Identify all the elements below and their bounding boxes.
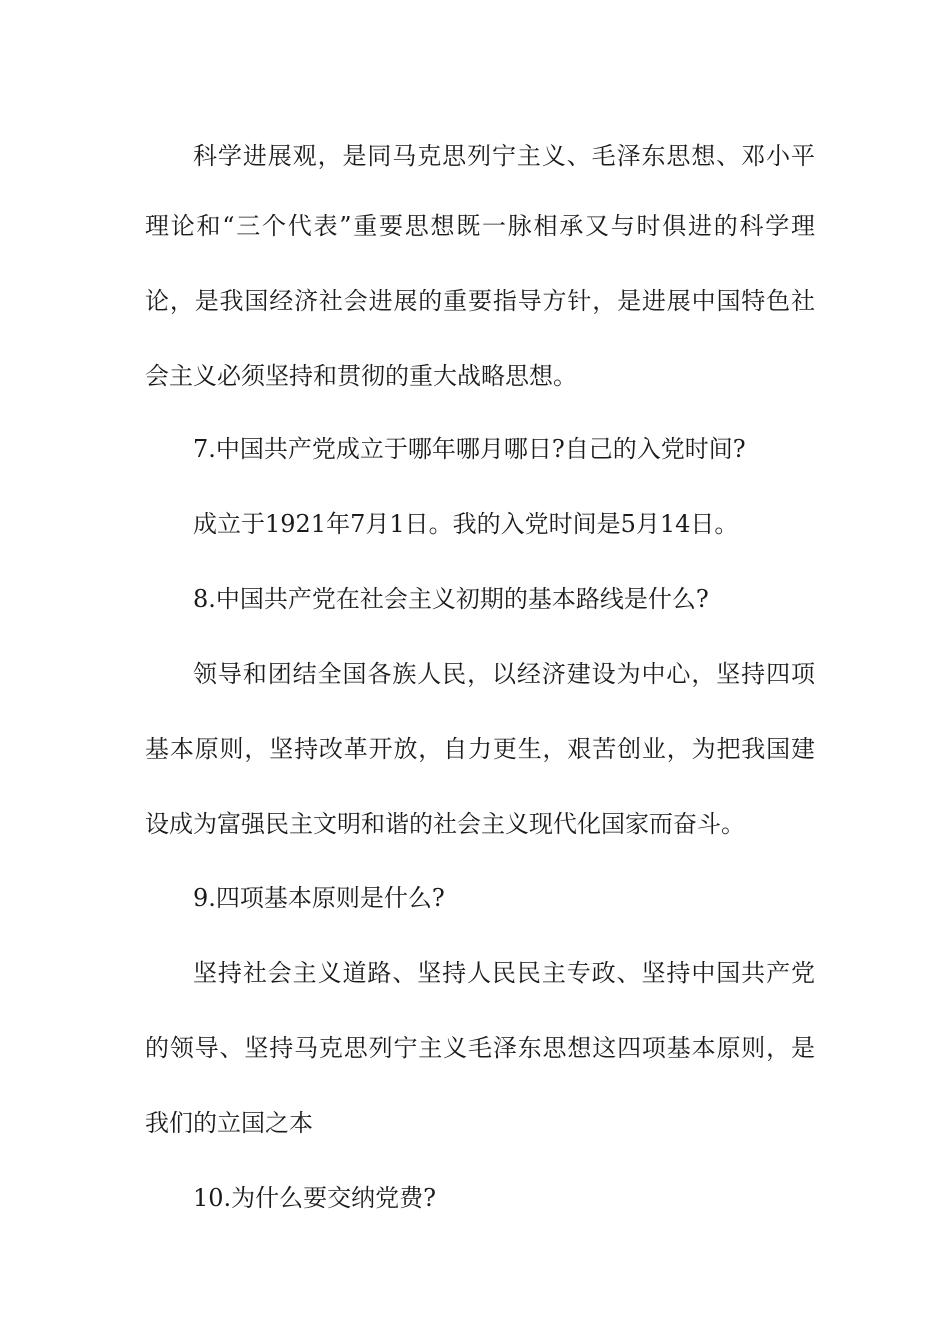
paragraph-line: 会主义必须坚持和贯彻的重大战略思想。 (145, 362, 577, 390)
question-heading: 9.四项基本原则是什么? (193, 884, 445, 912)
paragraph-line: 理论和“三个代表”重要思想既一脉相承又与时俱进的科学理 (145, 212, 815, 240)
paragraph-line: 论，是我国经济社会进展的重要指导方针，是进展中国特色社 (145, 287, 815, 315)
paragraph-line: 坚持社会主义道路、坚持人民民主专政、坚持中国共产党 (193, 959, 815, 987)
question-heading: 10.为什么要交纳党费? (193, 1184, 437, 1212)
paragraph-line: 我们的立国之本 (145, 1109, 313, 1137)
answer-line: 成立于1921年7月1日。我的入党时间是5月14日。 (193, 510, 739, 538)
paragraph-line: 基本原则，坚持改革开放，自力更生，艰苦创业，为把我国建 (145, 735, 815, 763)
paragraph-line: 的领导、坚持马克思列宁主义毛泽东思想这四项基本原则，是 (145, 1034, 815, 1062)
paragraph-line: 科学进展观，是同马克思列宁主义、毛泽东思想、邓小平 (193, 142, 815, 170)
paragraph-line: 领导和团结全国各族人民，以经济建设为中心，坚持四项 (193, 660, 815, 688)
question-heading: 8.中国共产党在社会主义初期的基本路线是什么? (193, 585, 709, 613)
question-heading: 7.中国共产党成立于哪年哪月哪日?自己的入党时间? (193, 435, 746, 463)
paragraph-line: 设成为富强民主文明和谐的社会主义现代化国家而奋斗。 (145, 810, 745, 838)
